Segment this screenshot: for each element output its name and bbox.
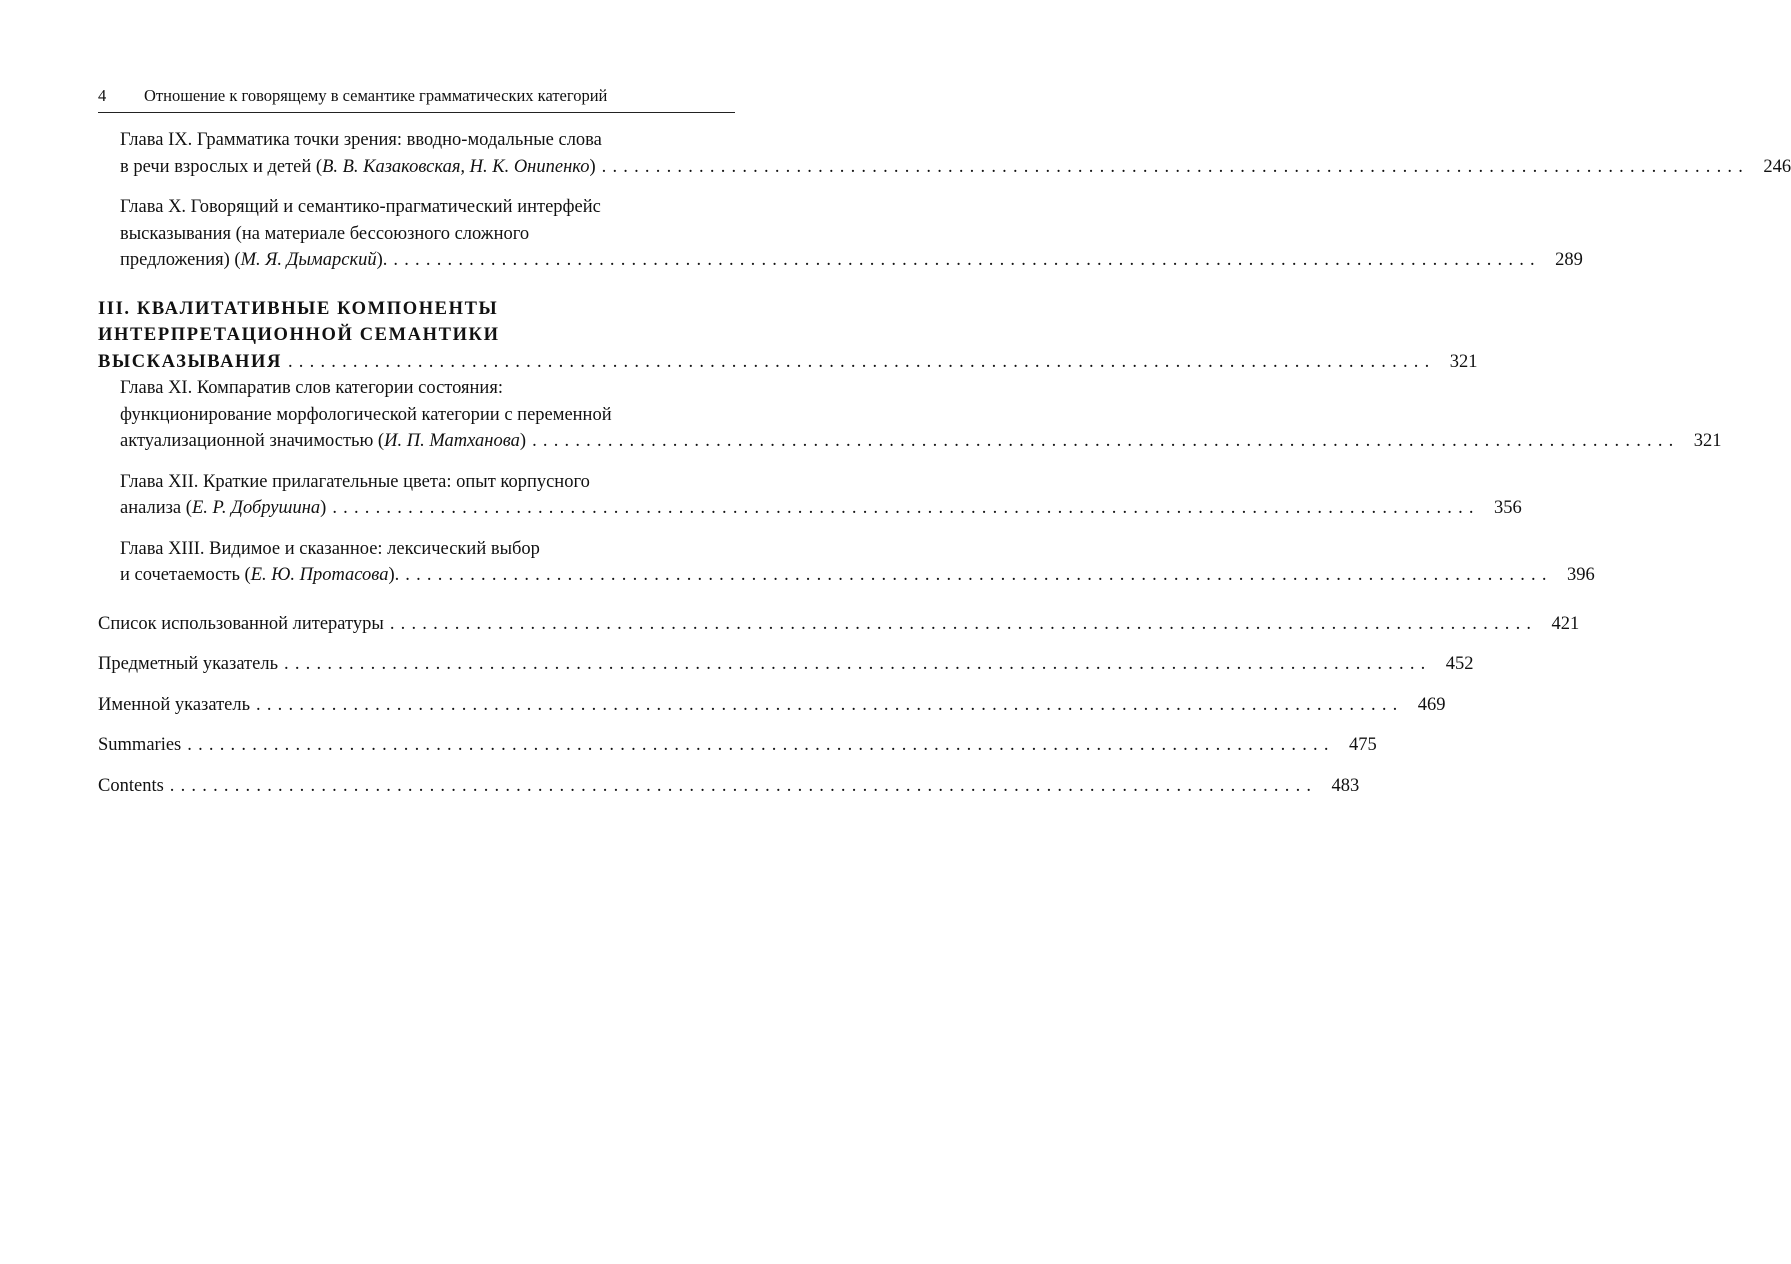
toc-page-number: 421: [1551, 613, 1580, 634]
toc-entry-contents[interactable]: [98, 773, 1360, 800]
leader-dots: ..........................................................................................................: [393, 250, 1541, 270]
toc-entry-chapter-11[interactable]: Глава XI. Компаратив слов категории состояния: функционирование морфологической категории с переменной актуализационной значимостью (И. П. Матханова) .......................................................................................................... 321: [98, 375, 735, 455]
section-title-line: ВЫСКАЗЫВАНИЯ: [98, 351, 282, 372]
toc-entry-summaries[interactable]: [98, 732, 1377, 759]
toc-entry-title-line: Глава XII. Краткие прилагательные цвета: опыт корпусного: [120, 471, 590, 492]
toc-entry-title-line: Глава X. Говорящий и семантико-прагматический интерфейс: [120, 197, 601, 217]
toc-page-number: 475: [1348, 735, 1377, 755]
leader-dots: ..........................................................................................................: [187, 735, 1335, 755]
toc-page-number: 321: [1693, 431, 1722, 451]
toc-entry-title-line: Глава XI. Компаратив слов категории состояния:: [120, 378, 503, 398]
toc-entry-title: Именной указатель: [98, 694, 251, 715]
toc-entry-chapter-10[interactable]: Глава X. Говорящий и семантико-прагматический интерфейс высказывания (на материале бессоюзного сложного предложения) (М. Я. Дымарский). .......................................................................................................... 289: [98, 194, 735, 274]
toc-page-number: 396: [1566, 565, 1595, 585]
leader-dots: ..........................................................................................................: [169, 775, 1318, 796]
toc-entry-chapter-12[interactable]: Глава XII. Краткие прилагательные цвета: опыт корпусного анализа (Е. Р. Добрушина) .......................................................................................................... 356: [98, 469, 735, 522]
toc-page-number: 469: [1417, 694, 1446, 715]
toc-entry-chapter-13[interactable]: Глава XIII. Видимое и сказанное: лексический выбор и сочетаемость (Е. Ю. Протасова). .......................................................................................................... 396: [98, 536, 735, 589]
toc-entry-title-line: функционирование морфологической категории с переменной: [120, 404, 612, 425]
author-names: Е. Р. Добрушина: [191, 498, 321, 518]
section-title-line: ИНТЕРПРЕТАЦИОННОЙ СЕМАНТИКИ: [98, 325, 500, 345]
toc-entry-title: Summaries: [98, 735, 182, 755]
table-of-contents: [98, 113, 1791, 799]
toc-entry-chapter-9[interactable]: Глава IX. Грамматика точки зрения: вводно-модальные слова в речи взрослых и детей (В. В. Казаковская, Н. К. Онипенко) .......................................................................................................... 246: [98, 127, 735, 180]
running-header: [98, 86, 735, 113]
leader-dots: ..........................................................................................................: [287, 351, 1436, 372]
toc-entry-subject-index[interactable]: [98, 651, 1474, 678]
author-names: В. В. Казаковская, Н. К. Онипенко: [322, 156, 590, 177]
leader-dots: ..........................................................................................................: [601, 156, 1750, 177]
leader-dots: ..........................................................................................................: [532, 431, 1680, 451]
running-title: Отношение к говорящему в семантике грамматических категорий: [144, 86, 608, 105]
section-title-line: III. КВАЛИТАТИВНЫЕ КОМПОНЕНТЫ: [98, 298, 499, 319]
toc-entry-title-line: высказывания (на материале бессоюзного сложного: [120, 223, 530, 244]
toc-page-number: 452: [1445, 654, 1474, 674]
toc-entry-title-line: Глава XIII. Видимое и сказанное: лексический выбор: [120, 538, 540, 559]
leader-dots: ..........................................................................................................: [332, 498, 1480, 518]
author-names: И. П. Матханова: [384, 431, 520, 451]
toc-entry-name-index[interactable]: [98, 692, 1446, 719]
toc-entry-title: Contents: [98, 775, 164, 796]
author-names: М. Я. Дымарский: [240, 250, 377, 270]
toc-entry-title: Список использованной литературы: [98, 613, 384, 634]
leader-dots: ..........................................................................................................: [284, 654, 1432, 674]
toc-page-number: 321: [1449, 351, 1478, 372]
toc-entry-bibliography[interactable]: [98, 611, 1580, 638]
toc-page-number: 483: [1331, 775, 1360, 796]
page-number: 4: [98, 86, 107, 105]
toc-page-number: 246: [1763, 156, 1791, 177]
toc-page-number: 356: [1494, 498, 1522, 518]
toc-page-number: 289: [1555, 250, 1583, 270]
leader-dots: ..........................................................................................................: [405, 565, 1553, 585]
toc-entry-title-line: Глава IX. Грамматика точки зрения: вводно-модальные слова: [120, 130, 602, 150]
author-names: Е. Ю. Протасова: [250, 565, 389, 585]
toc-section-3[interactable]: [98, 296, 1478, 376]
leader-dots: ..........................................................................................................: [256, 694, 1404, 715]
book-page: [98, 86, 1791, 799]
toc-entry-title: Предметный указатель: [98, 654, 279, 674]
leader-dots: ..........................................................................................................: [389, 613, 1538, 634]
